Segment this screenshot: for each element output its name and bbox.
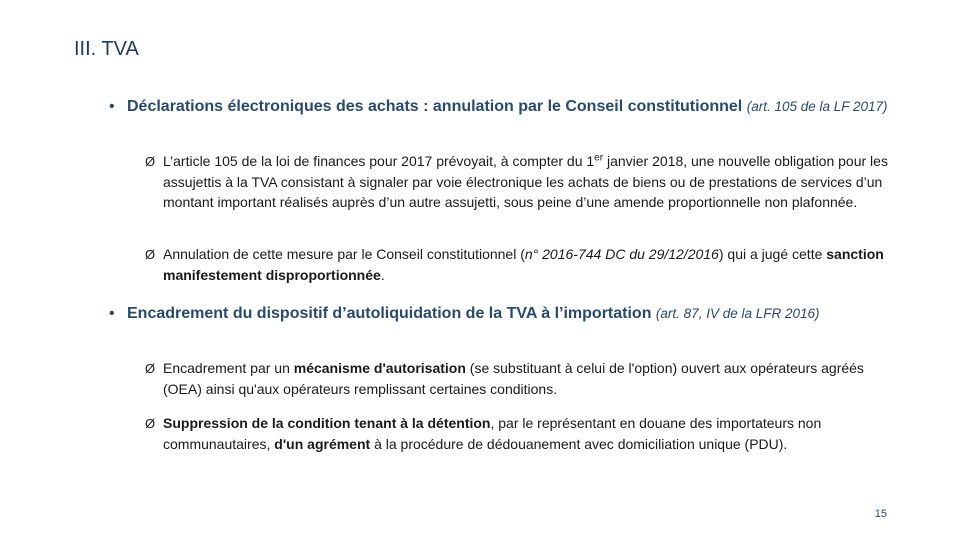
subpoint-text: ) qui a jugé cette xyxy=(718,246,827,262)
bullet-dot: • xyxy=(109,98,115,115)
arrow-icon: Ø xyxy=(145,416,156,431)
bullet-reference: (art. 105 de la LF 2017) xyxy=(746,99,888,114)
subpoint-text: à la procédure de dédouanement avec domiciliation unique (PDU). xyxy=(370,436,788,452)
arrow-icon: Ø xyxy=(145,361,156,376)
bullet-dot: • xyxy=(109,305,115,322)
subpoint-suppression xyxy=(145,413,903,454)
subpoint-article-105 xyxy=(145,151,903,212)
subpoint-text: janvier 2018, une nouvelle obligation pour les assujettis à la TVA consistant à signaler par voie électronique les achats de biens ou de prestations de services d’un montant important réalisés auprès d’un autre assujetti, sous peine d’une amende proportionnelle non plafonnée. xyxy=(163,153,888,210)
bold-text: Suppression de la condition tenant à la détention xyxy=(163,415,491,431)
subpoint-annulation xyxy=(145,244,903,285)
superscript: er xyxy=(594,152,604,164)
subpoint-text: L’article 105 de la loi de finances pour 2017 prévoyait, à compter du 1 xyxy=(163,153,595,169)
bold-text: d'un agrément xyxy=(274,436,371,452)
subpoint-text: . xyxy=(380,267,385,283)
bold-text: sanction manifestement disproportionnée xyxy=(163,246,884,283)
arrow-icon: Ø xyxy=(145,247,156,262)
bullet-declarations xyxy=(109,96,917,117)
bullet-reference: (art. 87, IV de la LFR 2016) xyxy=(655,306,820,321)
decision-reference: n° 2016-744 DC du 29/12/2016 xyxy=(524,246,719,262)
subpoint-text: , par le représentant en douane des importateurs non communautaires, xyxy=(163,415,822,452)
subpoint-text: Encadrement par un xyxy=(163,360,294,376)
page-number: 15 xyxy=(874,508,887,520)
subpoint-text: (se substituant à celui de l'option) ouvert aux opérateurs agréés (OEA) ainsi qu'aux opérateurs remplissant certaines conditions. xyxy=(163,360,864,397)
subpoint-encadrement xyxy=(145,358,903,399)
bullet-heading: Déclarations électroniques des achats : annulation par le Conseil constitutionnel xyxy=(127,98,743,115)
arrow-icon: Ø xyxy=(145,154,156,169)
subpoint-text: Annulation de cette mesure par le Conseil constitutionnel ( xyxy=(163,246,525,262)
slide-title: III. TVA xyxy=(74,38,139,60)
bullet-heading: Encadrement du dispositif d’autoliquidation de la TVA à l’importation xyxy=(127,305,652,322)
bullet-autoliquidation xyxy=(109,303,917,324)
bold-text: mécanisme d'autorisation xyxy=(293,360,466,376)
